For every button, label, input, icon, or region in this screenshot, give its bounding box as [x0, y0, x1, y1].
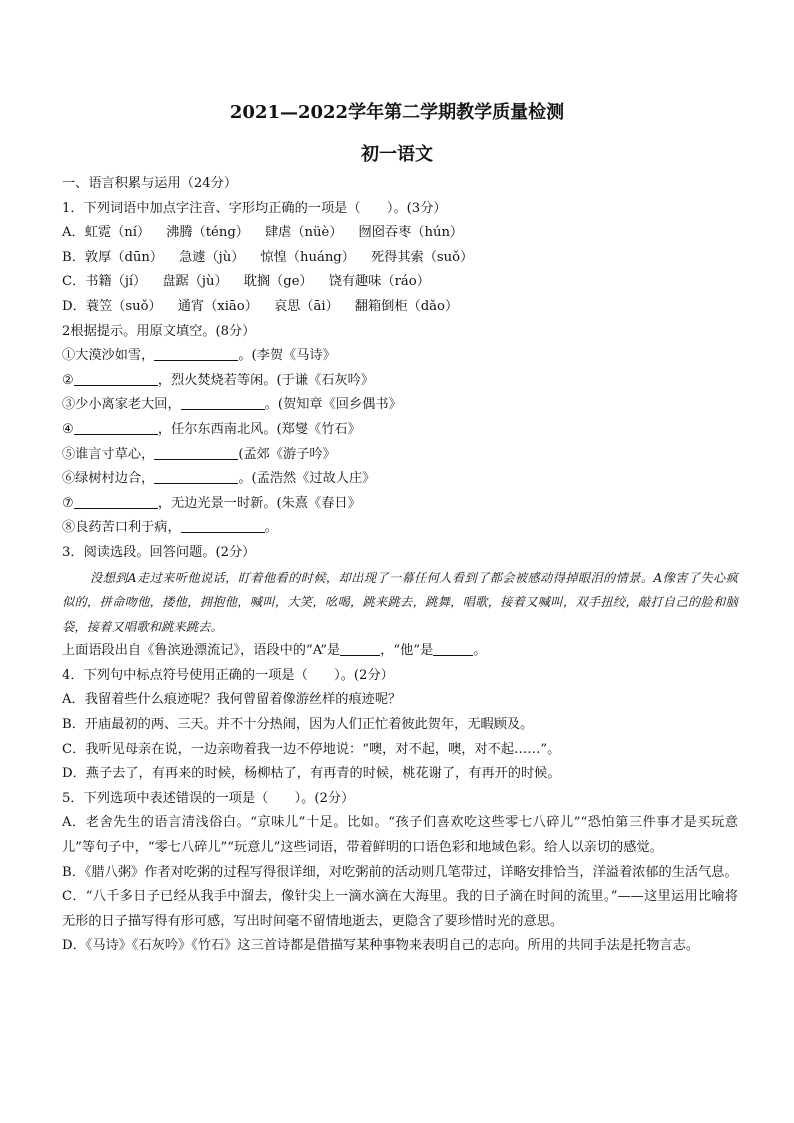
- q4-option-a: A．我留着些什么痕迹呢？我何曾留着像游丝样的痕迹呢？: [62, 692, 402, 708]
- option-text: D．蓑笠（suǒ）: [62, 298, 162, 314]
- q2-item-8: [62, 516, 738, 541]
- question-text: ，“他”是: [380, 643, 434, 659]
- answer-blank[interactable]: [154, 445, 238, 460]
- option-text: A．虹霓（ní）: [62, 225, 151, 241]
- item-prefix: ③少小离家老大回，: [62, 397, 181, 413]
- answer-blank[interactable]: [340, 641, 380, 656]
- option-text: 沸腾（téng）: [166, 225, 249, 241]
- question-text: 上面语段出自《鲁滨逊漂流记》，语段中的“A”是: [62, 643, 341, 659]
- option-text: 盘踞（jù）: [162, 274, 228, 290]
- option-text: 死得其索（suǒ）: [370, 249, 474, 265]
- item-prefix: ⑧良药苦口利于病，: [62, 520, 181, 536]
- answer-blank[interactable]: [74, 494, 158, 509]
- item-prefix: ⑤谁言寸草心，: [62, 446, 155, 462]
- option-text: 通宵（xiāo）: [177, 298, 258, 314]
- option-text: 急遽（jù）: [179, 249, 245, 265]
- item-suffix: 。(贺知章《回乡偶书》: [264, 397, 402, 413]
- answer-blank[interactable]: [74, 420, 158, 435]
- question-text: 。: [473, 643, 487, 659]
- page-subtitle: 初一语文: [361, 144, 433, 165]
- q2-item-4: [62, 418, 738, 443]
- q1-stem: 1．下列词语中加点字注音、字形均正确的一项是（ ）。(3分）: [62, 200, 447, 216]
- q5-option-c: C．“八千多日子已经从我手中溜去，像针尖上一滴水滴在大海里。我的日子滴在时间的流里。”——这里运用比喻将无形的日子描写得有形可感，写出时间毫不留情地逝去，更隐含了要珍惜时光的意思。: [62, 889, 738, 929]
- item-suffix: 。: [264, 520, 278, 536]
- q1-option-d: [62, 295, 738, 320]
- answer-blank[interactable]: [154, 469, 238, 484]
- option-text: C．书籍（jí）: [62, 274, 147, 290]
- item-suffix: (孟郊《游子吟》: [238, 446, 336, 462]
- answer-blank[interactable]: [181, 395, 265, 410]
- q4-option-c: C．我听见母亲在说，一边亲吻着我一边不停地说：“噢，对不起，噢，对不起……”。: [62, 741, 561, 757]
- option-text: 翻箱倒柜（dǎo）: [354, 298, 459, 314]
- item-prefix: ①大漠沙如雪，: [62, 348, 155, 364]
- q5-option-d: D．《马诗》《石灰吟》《竹石》这三首诗都是借描写某种事物来表明自己的志向。所用的共同手法是托物言志。: [62, 938, 699, 954]
- q5-stem: 5．下列选项中表述错误的一项是（ ）。(2分）: [62, 790, 355, 806]
- answer-blank[interactable]: [74, 371, 158, 386]
- option-text: 哀思（āi）: [273, 298, 339, 314]
- option-text: 惊惶（huáng）: [260, 249, 355, 265]
- q4-option-d: D．燕子去了，有再来的时候，杨柳枯了，有再青的时候，桃花谢了，有再开的时候。: [62, 766, 561, 782]
- item-prefix: ②: [62, 372, 74, 388]
- item-suffix: ，任尔东西南北风。(郑燮《竹石》: [157, 421, 361, 437]
- q4-option-b: B．开庙最初的两、三天。并不十分热闹，因为人们正忙着彼此贺年，无暇顾及。: [62, 717, 534, 733]
- q2-item-1: [62, 344, 738, 369]
- page-title: 2021—2022学年第二学期教学质量检测: [229, 102, 565, 123]
- q2-stem: 2根据提示。用原文填空。(8分）: [62, 323, 256, 339]
- q2-item-6: [62, 467, 738, 492]
- q3-stem: 3．阅读选段。回答问题。(2分）: [62, 544, 256, 560]
- item-prefix: ④: [62, 421, 74, 437]
- option-text: 囫囵吞枣（hún）: [358, 225, 464, 241]
- option-text: 耽搁（ge）: [243, 274, 313, 290]
- exam-body: [62, 172, 738, 959]
- q2-item-5: [62, 443, 738, 468]
- q2-item-7: [62, 492, 738, 517]
- q1-option-b: [62, 246, 738, 271]
- q4-stem: 4．下列句中标点符号使用正确的一项是（ ）。(2分）: [62, 667, 394, 683]
- q1-option-a: [62, 221, 738, 246]
- item-suffix: 。(孟浩然《过故人庄》: [238, 471, 376, 487]
- answer-blank[interactable]: [181, 518, 265, 533]
- q5-option-b: B．《腊八粥》作者对吃粥的过程写得很详细，对吃粥前的活动则几笔带过，详略安排恰当，洋溢着浓郁的生活气息。: [62, 864, 738, 880]
- option-text: 肆虐（nüè）: [264, 225, 343, 241]
- q3-question: [62, 639, 738, 664]
- item-prefix: ⑥绿树村边合，: [62, 471, 155, 487]
- reading-passage: 没想到A走过来听他说话，盯着他看的时候，却出现了一幕任何人看到了都会被感动得掉眼泪的情景。A像害了失心疯似的，拼命吻他，搂他，拥抱他，喊叫，大笑，吆喝，跳来跳去，跳舞，唱歌，接着又喊叫，双手扭绞，敲打自己的脸和脑袋，接着又唱歌和跳来跳去。: [62, 570, 738, 634]
- q5-option-a: A．老舍先生的语言清浅俗白。“京味儿”十足。比如。“孩子们喜欢吃这些零七八碎儿”“恐怕第三件事才是买玩意儿”等句子中，“零七八碎儿”“玩意儿”这些词语，带着鲜明的口语色彩和地域色彩。给人以亲切的感觉。: [62, 815, 738, 856]
- option-text: B．敦厚（dūn）: [62, 249, 164, 265]
- answer-blank[interactable]: [433, 641, 473, 656]
- q1-option-c: [62, 270, 738, 295]
- q2-item-2: [62, 369, 738, 394]
- section-heading: 一、语言积累与运用（24分）: [62, 176, 238, 191]
- item-suffix: ，烈火焚烧若等闲。(于谦《石灰吟》: [157, 372, 374, 388]
- option-text: 饶有趣味（ráo）: [328, 274, 430, 290]
- q2-item-3: [62, 393, 738, 418]
- item-suffix: 。(李贺《马诗》: [238, 348, 336, 364]
- item-suffix: ，无边光景一时新。(朱熹《春日》: [157, 495, 361, 511]
- answer-blank[interactable]: [154, 346, 238, 361]
- item-prefix: ⑦: [62, 495, 74, 511]
